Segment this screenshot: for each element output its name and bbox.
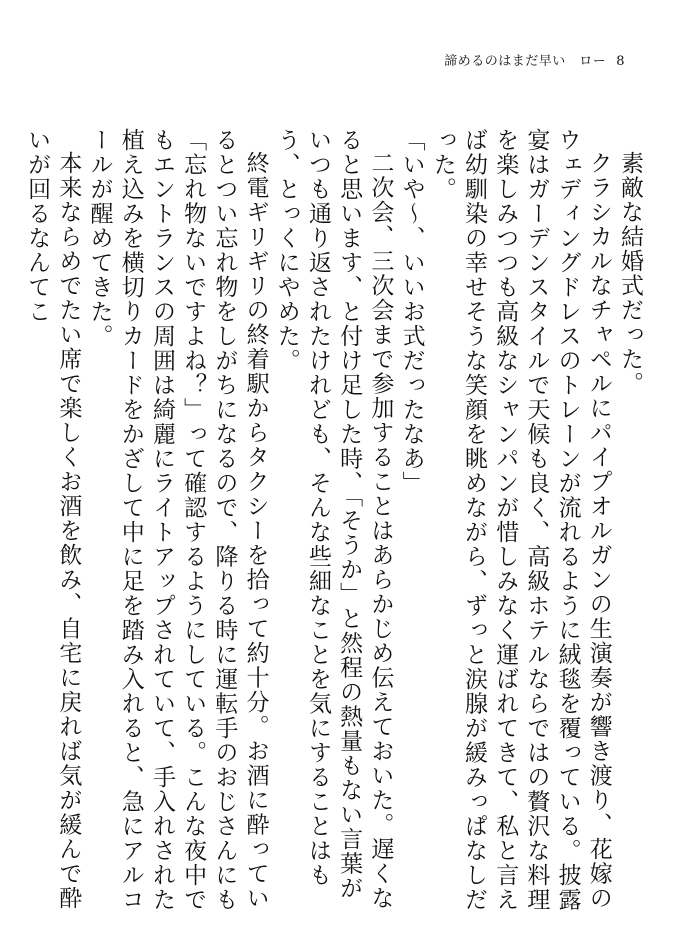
paragraph: 本来ならめでたい席で楽しくお酒を飲み、自宅に戻れば気が緩んで酔いが回るなんてこ bbox=[24, 128, 82, 911]
paragraph: 終電ギリギリの終着駅からタクシーを拾って約十分。お酒に酔っているとつい忘れ物をしがちになるので、降りる時に運転手のおじさんにも「忘れ物ないですよね？」って確認するようにしている。こんな夜中でもエントランスの周囲は綺麗にライトアップされていて、手入れされた植え込みを横切りカードをかざして中に足を踏み入れると、急にアルコールが醒めてきた。 bbox=[86, 128, 269, 912]
page-number: 8 bbox=[616, 54, 625, 69]
paragraph: クラシカルなチャペルにパイプオルガンの生演奏が響き渡り、花嫁のウェディングドレスのトレーンが流れるように絨毯を覆っている。披露宴はガーデンスタイルで天候も良く、高級ホテルならではの贅沢な料理を楽しみつつも高級なシャンパンが惜しみなく運ばれてきて、私と言えば幼馴染の幸せそうな笑顔を眺めながら、ずっと涙腺が緩みっぱなしだった。 bbox=[429, 128, 612, 912]
running-head bbox=[444, 50, 625, 69]
book-title: 諦めるのはまだ早い ロー bbox=[444, 54, 607, 69]
dialogue-line: 「いや～、いいお式だったなあ」 bbox=[398, 128, 425, 496]
paragraph: 二次会、三次会まで参加することはあらかじめ伝えておいた。遅くなると思います、と付け足した時、「そうか」と然程の熱量もない言葉がいつも通り返されたけれども、そんな些細なことを気にすることはもう、とっくにやめた。 bbox=[273, 128, 394, 911]
body-text bbox=[24, 128, 645, 918]
paragraph: 素敵な結婚式だった。 bbox=[617, 151, 643, 396]
